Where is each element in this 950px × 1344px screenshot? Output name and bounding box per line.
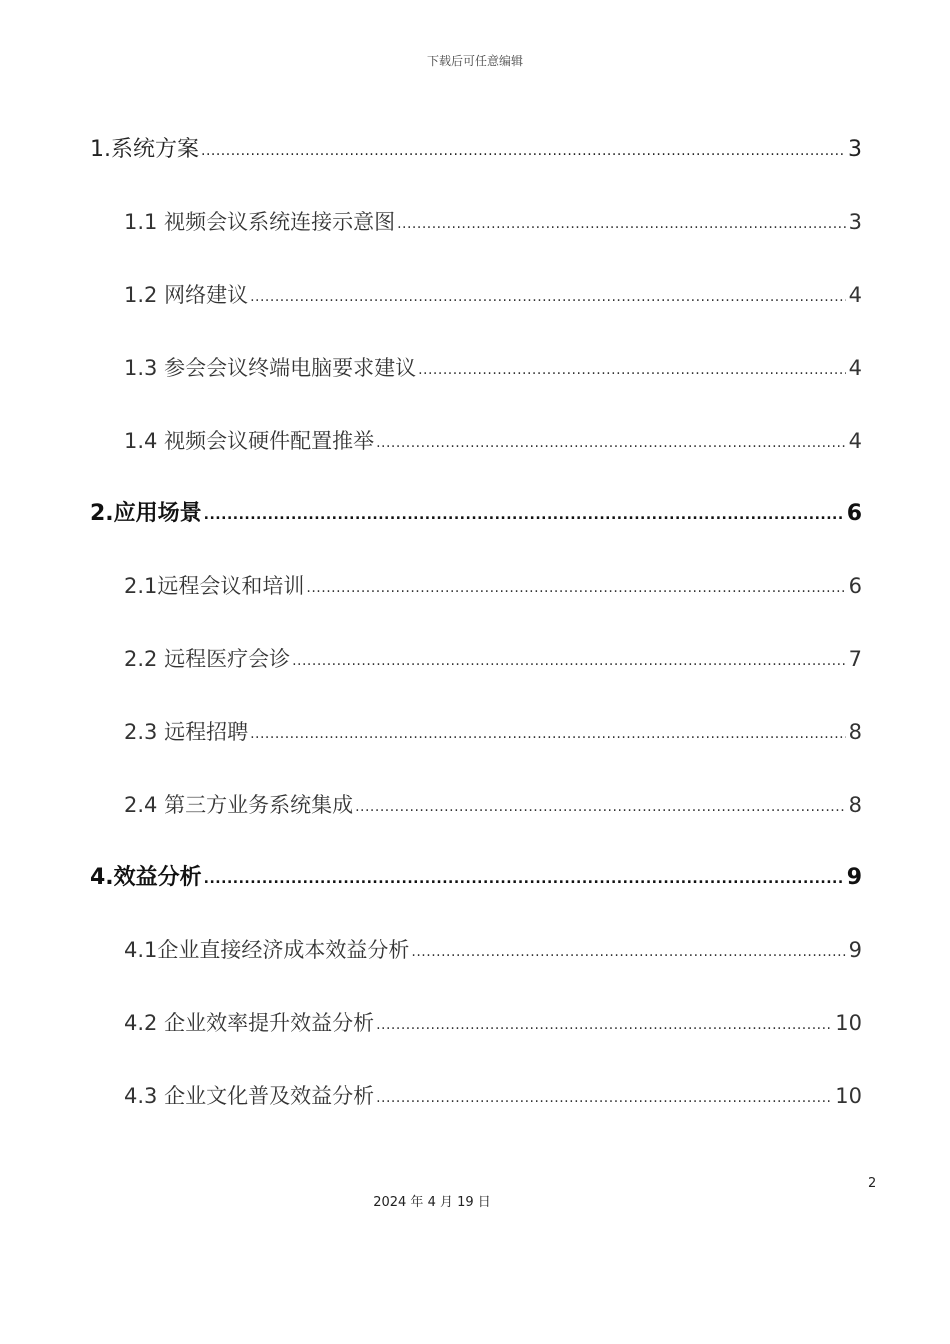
- toc-entry[interactable]: [124, 1006, 862, 1040]
- toc-entry[interactable]: [124, 424, 862, 458]
- toc-entry-title: 4.效益分析: [90, 865, 202, 890]
- toc-entry-page: 9: [846, 865, 862, 890]
- toc-entry-page: 7: [848, 647, 862, 671]
- toc-entry-page: 6: [846, 501, 862, 526]
- toc-entry-title: 2.4 第三方业务系统集成: [124, 793, 354, 817]
- toc-entry[interactable]: [124, 642, 862, 676]
- toc-entry[interactable]: [124, 715, 862, 749]
- toc-entry-title: 2.1远程会议和培训: [124, 574, 305, 598]
- toc-entry-page: 4: [848, 283, 862, 307]
- toc-dot-leader: [376, 1005, 832, 1042]
- toc-entry[interactable]: [124, 278, 862, 312]
- toc-entry-title: 2.2 远程医疗会诊: [124, 647, 291, 671]
- toc-entry-page: 4: [848, 429, 862, 453]
- toc-entry[interactable]: [124, 933, 862, 967]
- page-number: 2: [868, 1176, 877, 1191]
- toc-dot-leader: [201, 132, 845, 168]
- toc-entry[interactable]: [90, 861, 862, 895]
- toc-entry-title: 2.3 远程招聘: [124, 720, 249, 744]
- toc-entry-title: 2.应用场景: [90, 501, 202, 526]
- toc-entry[interactable]: [90, 133, 862, 167]
- toc-dot-leader: [397, 204, 846, 241]
- toc-entry-title: 4.1企业直接经济成本效益分析: [124, 938, 410, 962]
- toc-dot-leader: [204, 860, 844, 896]
- toc-entry-title: 1.2 网络建议: [124, 283, 249, 307]
- toc-dot-leader: [376, 423, 846, 460]
- toc-dot-leader: [250, 277, 846, 314]
- toc-dot-leader: [418, 350, 846, 387]
- toc-entry-title: 1.3 参会会议终端电脑要求建议: [124, 356, 417, 380]
- toc-entry-page: 3: [848, 137, 862, 162]
- toc-entry-title: 4.2 企业效率提升效益分析: [124, 1011, 375, 1035]
- toc-dot-leader: [204, 496, 844, 532]
- toc-entry-title: 1.1 视频会议系统连接示意图: [124, 210, 396, 234]
- toc-entry[interactable]: [124, 569, 862, 603]
- toc-entry[interactable]: [124, 351, 862, 385]
- toc-entry-title: 4.3 企业文化普及效益分析: [124, 1084, 375, 1108]
- toc-entry[interactable]: [90, 497, 862, 531]
- toc-entry-page: 9: [848, 938, 862, 962]
- toc-entry-page: 3: [848, 210, 862, 234]
- footer-date: 2024 年 4 月 19 日: [373, 1195, 491, 1210]
- toc-entry[interactable]: [124, 788, 862, 822]
- toc-entry-page: 10: [835, 1011, 862, 1035]
- toc-entry-page: 4: [848, 356, 862, 380]
- toc-entry-title: 1.系统方案: [90, 137, 199, 162]
- toc-dot-leader: [292, 641, 846, 678]
- toc-entry-title: 1.4 视频会议硬件配置推举: [124, 429, 375, 453]
- toc-dot-leader: [376, 1078, 832, 1115]
- toc-entry[interactable]: [124, 1079, 862, 1113]
- toc-dot-leader: [306, 568, 845, 605]
- toc-entry-page: 8: [848, 793, 862, 817]
- page-header: 下载后可任意编辑: [426, 54, 523, 68]
- toc-entry-page: 6: [848, 574, 862, 598]
- toc-dot-leader: [355, 787, 846, 824]
- toc-entry[interactable]: [124, 205, 862, 239]
- toc-entry-page: 10: [835, 1084, 862, 1108]
- toc-dot-leader: [250, 714, 846, 751]
- toc-dot-leader: [411, 932, 845, 969]
- toc-entry-page: 8: [848, 720, 862, 744]
